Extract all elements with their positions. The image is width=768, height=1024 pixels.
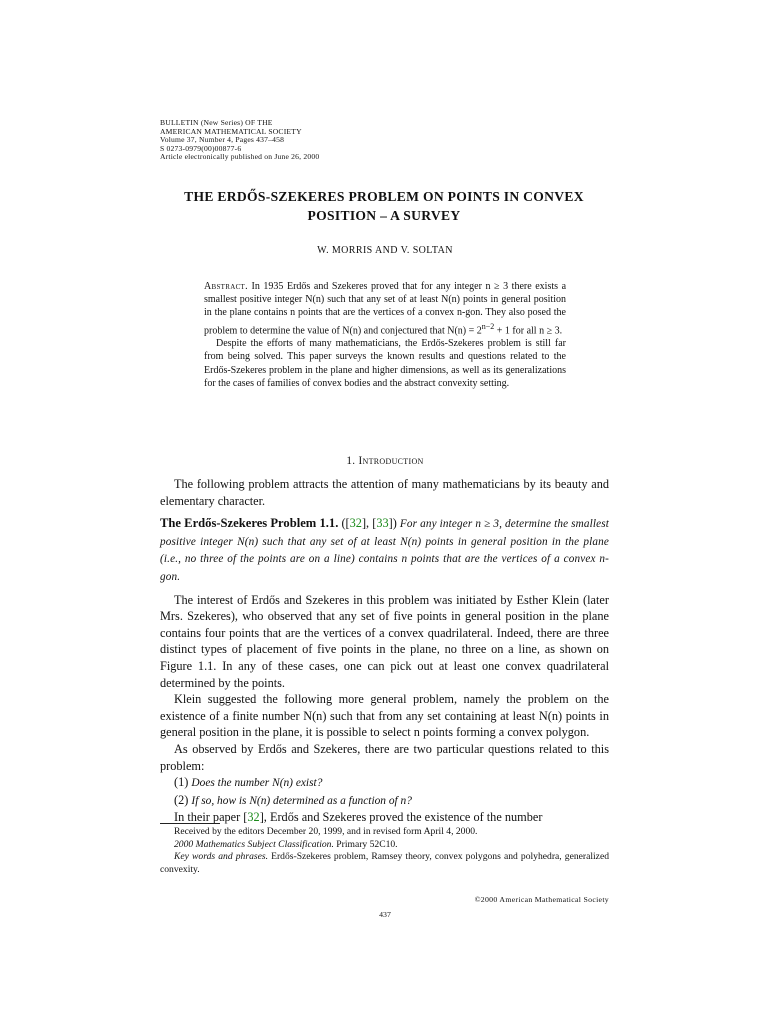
abstract-exponent: n−2 [481, 321, 495, 331]
question-number: (1) [174, 775, 189, 790]
footnotes [160, 826, 609, 876]
body-text [160, 476, 609, 826]
problem-cite-open: ([ [338, 516, 350, 531]
page-number: 437 [379, 910, 391, 919]
question-item [160, 774, 609, 792]
body-paragraph: The interest of Erdős and Szekeres in this problem was initiated by Esther Klein (later Mrs. Szekeres), who observed that any set of five points in general position in the plane contains four points that are the vertices of a convex quadrilateral. Indeed, there are three distinct types of placement of five points in the plane, no three on a line, as shown on Figure 1.1. In any of these cases, one can pick out at least one convex quadrilateral determined by the points. [160, 592, 609, 690]
paper-title-line: POSITION – A SURVEY [307, 208, 461, 223]
abstract-label: Abstract. [204, 281, 248, 292]
section-number: 1. [346, 455, 356, 467]
footnote-msc-label: 2000 Mathematics Subject Classification. [174, 838, 334, 850]
footnote-keywords [160, 851, 609, 876]
abstract-paragraph [204, 280, 566, 337]
problem-statement [160, 515, 609, 585]
abstract-paragraph: Despite the efforts of many mathematicians, the Erdős-Szekeres problem is still far from being solved. This paper surveys the known results and questions related to the Erdős-Szekeres problem in the plane and higher dimensions, as well as its generalizations for the cases of families of convex bodies and the abstract convexity setting. [204, 338, 566, 389]
body-text-end: ], Erdős and Szekeres proved the existence of the number [259, 810, 543, 825]
abstract-text: In 1935 Erdős and Szekeres proved that for any integer n ≥ 3 there exists a smallest positive integer N(n) such that any set of at least N(n) points in general position in the plane contains n points that are the vertices of a convex n-gon. They also posed the problem to determine the value of N(n) and conjectured that N(n) = 2 [204, 281, 567, 336]
journal-header-line: AMERICAN MATHEMATICAL SOCIETY [160, 126, 302, 136]
journal-header-line: Article electronically published on June 26, 2000 [160, 152, 320, 162]
problem-cite-close: ]) [388, 516, 400, 531]
footnote-keywords-label: Key words and phrases. [174, 851, 269, 863]
question-number: (2) [174, 792, 189, 807]
problem-cite-sep: ], [ [361, 516, 377, 531]
footnote-msc-value: Primary 52C10. [333, 838, 398, 850]
section-title: Introduction [358, 455, 424, 467]
abstract-text-end: + 1 for all n ≥ 3. [494, 324, 563, 336]
problem-text: For any integer n ≥ 3, determine the smallest positive integer N(n) such that any set of at least N(n) points in general position in the plane (i.e., no three of the points are on a line) contains n points that are the vertices of a convex n-gon. [160, 518, 610, 583]
footnote-rule [160, 823, 220, 824]
journal-header-line: S 0273-0979(00)00877-6 [160, 143, 242, 153]
question-item [160, 792, 609, 810]
footnote-received: Received by the editors December 20, 1999, and in revised form April 4, 2000. [174, 826, 478, 837]
paper-authors: W. MORRIS AND V. SOLTAN [317, 245, 453, 256]
footnote-keywords-value: Erdős-Szekeres problem, Ramsey theory, convex polygons and polyhedra, generalized convexity. [160, 851, 609, 875]
problem-title: The Erdős-Szekeres Problem 1.1. [160, 516, 339, 531]
paper-title-line: THE ERDŐS-SZEKERES PROBLEM ON POINTS IN CONVEX [184, 189, 584, 204]
question-text: Does the number N(n) exist? [191, 777, 323, 790]
journal-header [160, 119, 460, 162]
citation-link[interactable]: 32 [349, 516, 362, 531]
journal-header-line: Volume 37, Number 4, Pages 437–458 [160, 135, 285, 145]
section-heading [160, 455, 610, 467]
body-paragraph [160, 809, 609, 826]
journal-header-line: BULLETIN (New Series) OF THE [160, 118, 273, 127]
body-paragraph: The following problem attracts the attention of many mathematicians by its beauty and elementary character. [160, 477, 609, 508]
citation-link[interactable]: 33 [376, 516, 389, 531]
abstract [204, 280, 566, 390]
body-paragraph: Klein suggested the following more general problem, namely the problem on the existence of a finite number N(n) such that from any set containing at least N(n) points in general position in the plane, it is possible to select n points forming a convex polygon. [160, 692, 609, 740]
question-text: If so, how is N(n) determined as a function of n? [191, 794, 412, 807]
body-text-start: In their paper [ [174, 810, 248, 825]
citation-link[interactable]: 32 [247, 810, 260, 825]
body-paragraph: As observed by Erdős and Szekeres, there are two particular questions related to this problem: [160, 741, 609, 773]
footnote-msc [160, 839, 609, 852]
copyright-notice: ©2000 American Mathematical Society [474, 895, 609, 904]
paper-title [150, 187, 618, 225]
